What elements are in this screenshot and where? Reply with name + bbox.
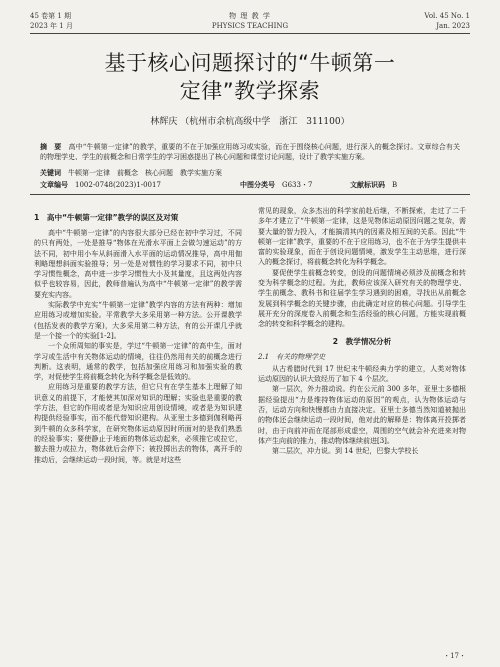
subsection-2-1-heading: 2.1 有关的物理学史 xyxy=(258,352,326,361)
page-number: ・17・ xyxy=(443,652,466,660)
doc-code-label: 文献标识码 xyxy=(350,180,385,189)
header-volume: 45 卷第 1 期 xyxy=(30,12,72,20)
section-1-heading: 1 高中“牛顿第一定律”教学的误区及对策 xyxy=(34,213,179,222)
paragraph: 第二层次，冲力说。到 14 世纪，巴黎大学校长 xyxy=(272,447,419,456)
header-journal-cn: 物 理 教 学 xyxy=(229,12,271,20)
author-affiliation: 林辉庆 （杭州市余杭高级中学 浙江 311100） xyxy=(150,117,350,127)
keywords-label: 关键词 xyxy=(40,168,61,177)
header-journal-en: PHYSICS TEACHING xyxy=(211,22,289,30)
paragraph: 要促使学生前概念转变，创设的问题情境必须涉及前概念和转变为科学概念的过程。为此，教师应该深入研究有关的物理学史、学生前概念、教科书和往届学生学习遇到的困难，寻找出从前概念发展到科学概念的关键步骤，由此确定对应的核心问题。引导学生展开充分的深度卷入前概念和生活经验的核心问题，方能实现前概念的转变和科学概念的建构。 xyxy=(258,268,466,329)
doc-code: B xyxy=(392,181,398,189)
clc-code: G633・7 xyxy=(282,181,313,189)
article-title-line1: 基于核心问题探讨的“牛顿第一 xyxy=(104,51,396,75)
header-date-en: Jan. 2023 xyxy=(436,22,470,30)
paragraph: 第一层次，外力推动说。约在公元前 300 多年，亚里士多德根据经验提出“力是维持物体运动的原因”的观点，认为物体运动与否，运动方向和快慢都由力直接决定。亚里士多德当然知道被抛出的物体还会继续运动一段时间，他对此的解释是：物体离开投掷者时，由于向前冲而在尾部形成虚空，周围的空气就会补充进来对物体产生向前的推力，推动物体继续前进[3]。 xyxy=(258,385,466,445)
section-2-heading: 2 教学情况分析 xyxy=(332,336,392,346)
clc-label: 中图分类号 xyxy=(240,180,275,189)
body-right-column xyxy=(258,206,466,457)
paragraph: 实际教学中充实“牛顿第一定律”教学内容的方法有两种：增加应用练习或增加实验。平常教学大多采用第一种方法。公开课教学(包括发表的教学方案)，大多采用第二种方法，有的公开课几乎就是一个接一个的实验[1-2]。 xyxy=(34,301,242,340)
abstract-text: 高中“牛顿第一定律”的教学，重要的不在于加强应用练习或实验，而在于围绕核心问题，进行深入的概念探讨。文章综合有关的物理学史、学生的前概念和日常学生的学习困惑提出了核心问题和课堂讨论问题，设计了教学实施方案。 xyxy=(40,143,461,161)
doc-code-line xyxy=(350,180,397,190)
article-id-line xyxy=(40,180,161,190)
article-title-line2: 定律”教学探索 xyxy=(179,79,321,103)
paragraph: 常见的现象，众多杰出的科学家前赴后继，不断探索，走过了二千多年才建立了“牛顿第一定律，这是见物体运动原因问题之复杂，需要大量的智力投入，才能搞清其内的因素及相互间的关系。因此“牛顿第一定律”教学，重要的不在于应用练习，也不在于为学生提供丰富的实验现象，而在于创设问题情境，激发学生主动思维，进行深入的概念探讨，将前概念转化为科学概念。 xyxy=(258,207,466,267)
header-date: 2023 年 1 月 xyxy=(30,22,73,30)
paragraph: 一个众所周知的事实是，学过“牛顿第一定律”的高中生，面对学习或生活中有关物体运动的情境，往往仍然用有关的前概念进行判断。这表明，通常的教学，包括加强应用练习和加强实验的教学，对促使学生将前概念转化为科学概念是低效的。 xyxy=(34,342,242,382)
keywords-line xyxy=(40,168,222,178)
article-id-label: 文章编号 xyxy=(40,180,68,189)
abstract xyxy=(40,142,460,162)
article-id: 1002-0748(2023)1-0017 xyxy=(75,181,161,189)
paragraph: 应用练习是重要的教学方法，但它只有在学生基本上理解了知识意义的前提下，才能使其加深对知识的理解；实验也是重要的教学方法，但它的作用或者是为知识应用创设情境，或者是为知识建构提供经验事实，而不能代替知识建构。从亚里士多德到伽利略再到牛顿的众多科学家，在研究物体运动原因时所面对的是我们熟悉的经验事实；要使静止于地面的物体运动起来，必须推它或拉它，撤去推力或拉力，物体就后会停下；被投掷出去的物体，离开手的推动后，会继续运动一段时间，等。就是对这些 xyxy=(34,383,242,464)
header-vol-en: Vol. 45 No. 1 xyxy=(424,12,470,20)
paragraph: 从古希腊时代到 17 世纪末牛顿经典力学的建立，人类对物体运动原因的认识大致经历了如下 4 个层次。 xyxy=(258,364,466,384)
clc-line xyxy=(240,180,312,190)
header-rule xyxy=(30,33,470,34)
body-left-column xyxy=(34,206,242,465)
abstract-rule xyxy=(30,194,470,195)
abstract-label: 摘 要 xyxy=(40,142,62,151)
keywords-text: 牛顿第一定律 前概念 核心问题 教学实施方案 xyxy=(68,169,222,177)
paragraph: 高中“牛顿第一定律”的内容很大部分已经在初中学习过，不同的只有两处，一处是推导“物体在光滑水平面上会做匀速运动”的方法不同，初中用小车从斜面滑入水平面的运动情况推导，高中用伽利略理想斜面实验推导；另一处是对惯性的学习要求不同，初中只学习惯性概念，高中进一步学习惯性大小及其量度，且这两处内容似乎也较容易，因此，教师普遍认为高中“牛顿第一定律”的教学需要充实内容。 xyxy=(34,229,242,299)
